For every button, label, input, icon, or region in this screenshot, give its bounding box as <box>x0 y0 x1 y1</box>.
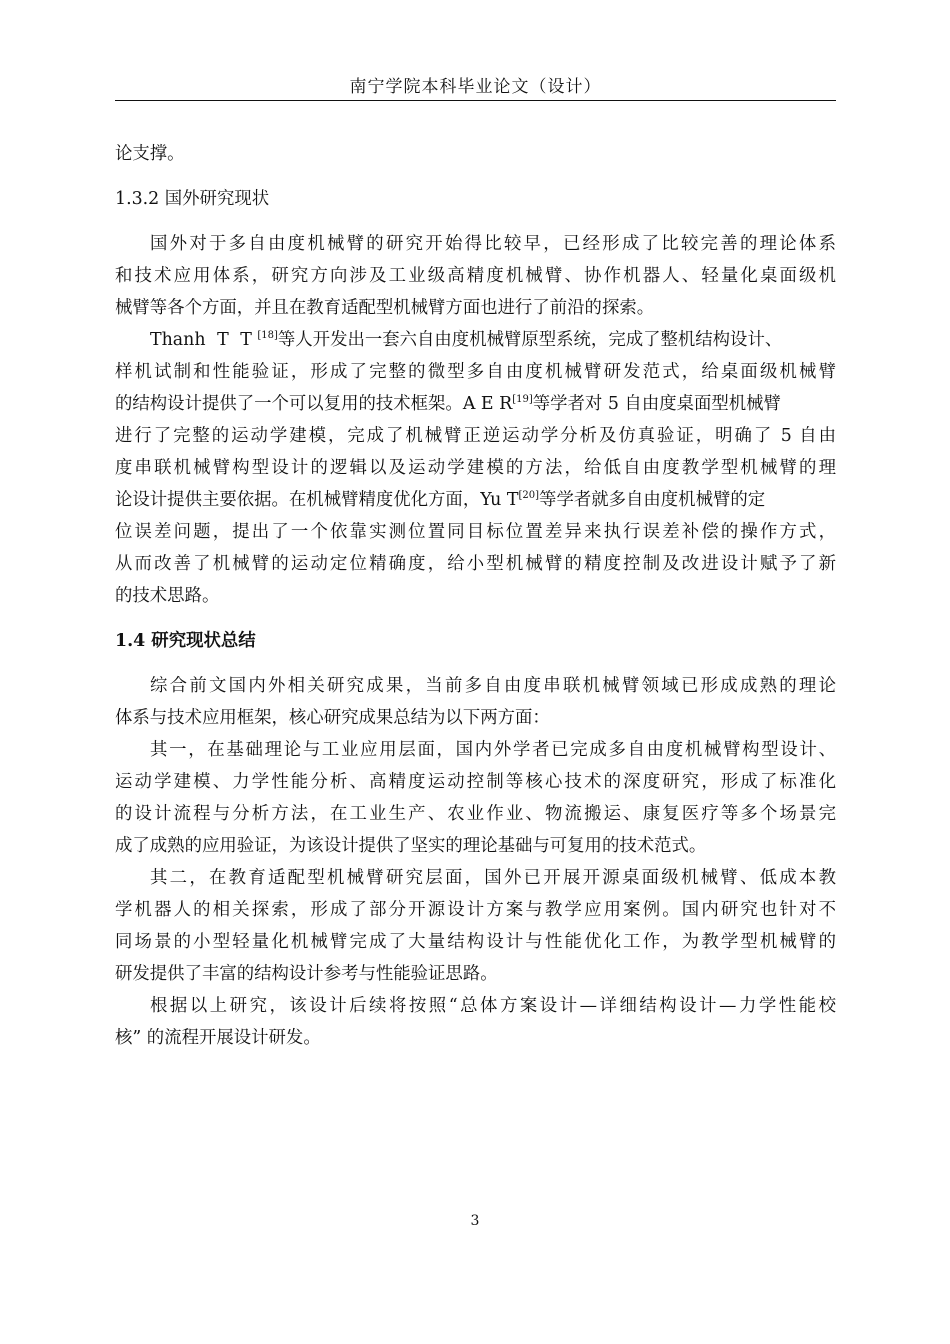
text-span: 等人开发出一套六自由度机械臂原型系统，完成了整机结构设计、 <box>277 330 783 350</box>
text-span: 等学者就多自由度机械臂的定 <box>539 490 766 510</box>
paragraph-foreign-overview <box>115 228 836 324</box>
text-line: 的技术思路。 <box>115 586 220 606</box>
section-heading-1-3-2: 1.3.2 国外研究现状 <box>115 189 270 209</box>
text-line: 运动学建模、力学性能分析、高精度运动控制等核心技术的深度研究，形成了标准化 <box>115 772 836 792</box>
text-line: 学机器人的相关探索，形成了部分开源设计方案与教学应用案例。国内研究也针对不 <box>115 900 836 920</box>
text-line: 其二，在教育适配型机械臂研究层面，国外已开展开源桌面级机械臂、低成本教 <box>150 868 836 888</box>
text-line: 的设计流程与分析方法，在工业生产、农业作业、物流搬运、康复医疗等多个场景完 <box>115 804 836 824</box>
text-span: 论设计提供主要依据。在机械臂精度优化方面，Yu T <box>115 490 519 510</box>
section-heading-1-4: 1.4 研究现状总结 <box>115 631 256 651</box>
text-span: 的结构设计提供了一个可以复用的技术框架。A E R <box>115 394 513 414</box>
citation-ref: [20] <box>518 490 540 501</box>
text-line <box>115 484 836 516</box>
citation-ref: [18] <box>257 330 278 341</box>
header-rule <box>115 100 836 101</box>
text-line: 度串联机械臂构型设计的逻辑以及运动学建模的方法，给低自由度教学型机械臂的理 <box>115 458 836 478</box>
page-number: 3 <box>470 1213 480 1229</box>
author-name: Thanh T T <box>150 330 252 350</box>
text-line: 从而改善了机械臂的运动定位精确度，给小型机械臂的精度控制及改进设计赋予了新 <box>115 554 836 574</box>
text-line: 和技术应用体系，研究方向涉及工业级高精度机械臂、协作机器人、轻量化桌面级机 <box>115 266 836 286</box>
text-line: 同场景的小型轻量化机械臂完成了大量结构设计与性能优化工作，为教学型机械臂的 <box>115 932 836 952</box>
text-line: 进行了完整的运动学建模，完成了机械臂正逆运动学分析及仿真验证，明确了 5 自由 <box>115 426 836 446</box>
text-line <box>115 388 836 420</box>
text-line: 位误差问题，提出了一个依靠实测位置同目标位置差异来执行误差补偿的操作方式， <box>115 522 836 542</box>
text-line <box>115 324 836 356</box>
paragraph-summary-first <box>115 734 836 862</box>
text-line: 成了成熟的应用验证，为该设计提供了坚实的理论基础与可复用的技术范式。 <box>115 836 707 856</box>
continuation-line: 论支撑。 <box>115 144 185 164</box>
text-span: 等学者对 5 自由度桌面型机械臂 <box>532 394 781 414</box>
text-line: 体系与技术应用框架，核心研究成果总结为以下两方面： <box>115 708 550 728</box>
text-line: 其一，在基础理论与工业应用层面，国内外学者已完成多自由度机械臂构型设计、 <box>150 740 836 760</box>
paragraph-summary-intro <box>115 670 836 734</box>
text-line: 国外对于多自由度机械臂的研究开始得比较早，已经形成了比较完善的理论体系 <box>150 234 836 254</box>
paragraph-plan <box>115 990 836 1054</box>
body-text <box>115 138 836 1054</box>
text-line: 研发提供了丰富的结构设计参考与性能验证思路。 <box>115 964 498 984</box>
text-line: 械臂等各个方面，并且在教育适配型机械臂方面也进行了前沿的探索。 <box>115 298 655 318</box>
text-line: 样机试制和性能验证，形成了完整的微型多自由度机械臂研发范式，给桌面级机械臂 <box>115 362 836 382</box>
text-line: 根据以上研究，该设计后续将按照“总体方案设计—详细结构设计—力学性能校 <box>150 996 836 1016</box>
paragraph-summary-second <box>115 862 836 990</box>
text-line: 核” 的流程开展设计研发。 <box>115 1028 321 1048</box>
paragraph-foreign-studies <box>115 324 836 612</box>
running-header: 南宁学院本科毕业论文（设计） <box>349 77 602 97</box>
citation-ref: [19] <box>512 394 533 405</box>
text-line: 综合前文国内外相关研究成果，当前多自由度串联机械臂领域已形成成熟的理论 <box>150 676 836 696</box>
